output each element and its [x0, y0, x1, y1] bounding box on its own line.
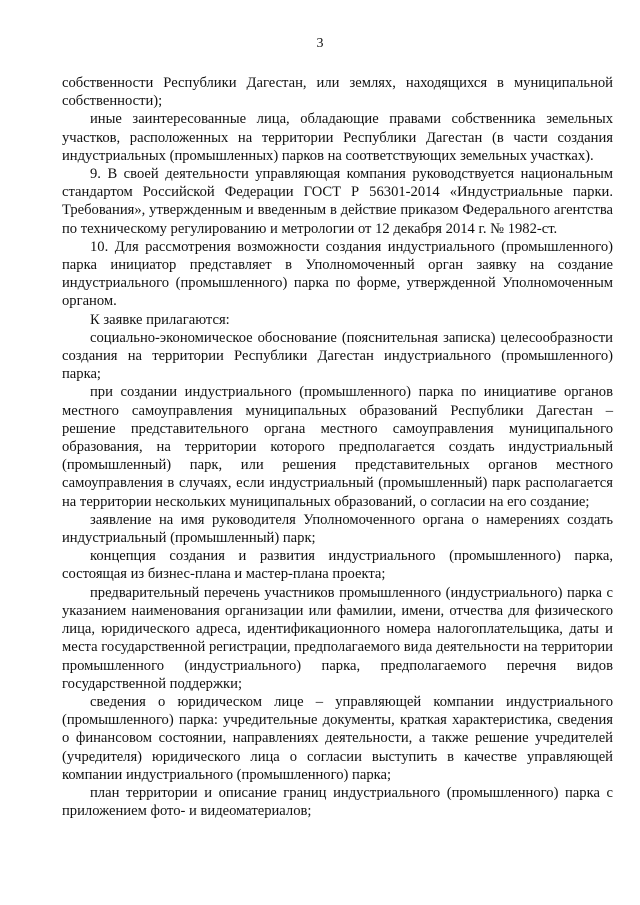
list-item-concept: концепция создания и развития индустриального (промышленного) парка, состоящая из бизнес-плана и мастер-плана проекта; — [62, 548, 613, 583]
list-item-management-company: сведения о юридическом лице – управляющей компании индустриального (промышленного) парка: учредительные документы, краткая характеристика, сведения о финансовом состоянии, направлениях деятельности, а также решение учредителей (учредителя) юридического лица о согласии выступить в качестве управляющей компании индустриального (промышленного) парка; — [62, 693, 613, 783]
paragraph-interested-parties: иные заинтересованные лица, обладающие правами собственника земельных участков, расположенных на территории Республики Дагестан (в части создания индустриальных (промышленных) парков на соответствующих земельных участках). — [62, 111, 613, 164]
list-item-participants: предварительный перечень участников промышленного (индустриального) парка с указанием наименования организации или фамилии, имени, отчества для физического лица, юридического адреса, идентификационного номера налогоплательщика, даты и места государственной регистрации, предполагаемого вида деятельности на территории промышленного (индустриального) парка, предполагаемого перечня видов государственной поддержки; — [62, 584, 613, 692]
page-number: 3 — [316, 36, 324, 51]
paragraph-continuation: собственности Республики Дагестан, или землях, находящихся в муниципальной собственности); — [62, 75, 613, 110]
list-item-municipal-decision: при создании индустриального (промышленного) парка по инициативе органов местного самоуправления муниципальных образований Республики Дагестан – решение представительного органа местного самоуправления муниципального образования, на территории которого предполагается создать индустриальный (промышленный) парк, или решения представительных органов местного самоуправления в случаях, если индустриальный (промышленный) парк располагается на территории нескольких муниципальных образований, о согласии на его создание; — [62, 384, 613, 510]
paragraph-clause-9: 9. В своей деятельности управляющая компания руководствуется национальным стандартом Российской Федерации ГОСТ Р 56301-2014 «Индустриальные парки. Требования», утвержденным и введенным в действие приказом Федерального агентства по техническому регулированию и метрологии от 12 декабря 2014 г. № 1982-ст. — [62, 166, 613, 237]
list-item-territory-plan: план территории и описание границ индустриального (промышленного) парка с приложением фото- и видеоматериалов; — [62, 784, 613, 820]
document-body — [62, 74, 613, 820]
paragraph-clause-10: 10. Для рассмотрения возможности создания индустриального (промышленного) парка инициатор представляет в Уполномоченный орган заявку на создание индустриального (промышленного) парка по форме, утвержденной Уполномоченным органом. — [62, 238, 613, 310]
list-item-justification: социально-экономическое обоснование (пояснительная записка) целесообразности создания на территории Республики Дагестан индустриального (промышленного) парка; — [62, 329, 613, 383]
paragraph-attachments-heading: К заявке прилагаются: — [90, 311, 230, 328]
list-item-application: заявление на имя руководителя Уполномоченного органа о намерениях создать индустриальный (промышленный) парк; — [62, 511, 613, 547]
